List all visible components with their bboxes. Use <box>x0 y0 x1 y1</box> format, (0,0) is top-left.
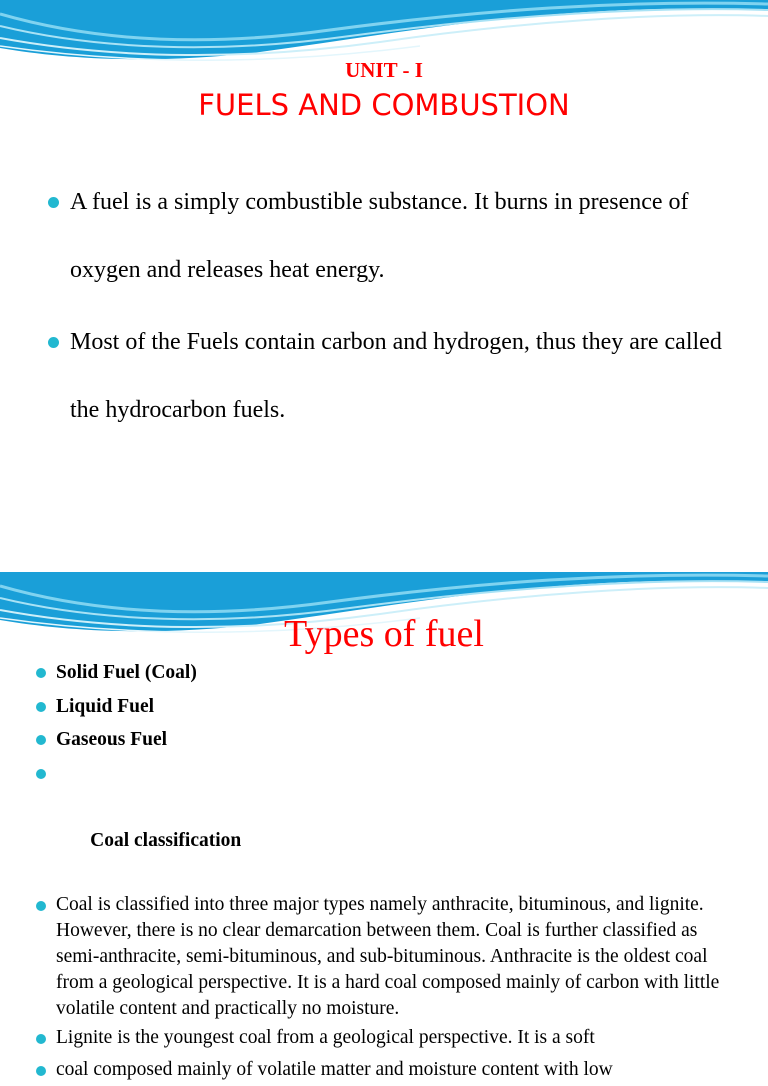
bullet-dot-icon <box>36 702 46 712</box>
bullet-text: Coal is classified into three major types namely anthracite, bituminous, and lignite. However, there is no clear demarcation between them. Coal is further classified as semi-anthracite, semi-bituminous, and sub-bituminous. Anthracite is the oldest coal from a geological perspective. It is a hard coal composed mainly of carbon with little volatile content and practically no moisture. <box>56 893 720 1019</box>
slide-2 <box>0 572 768 1080</box>
bullet-dot-icon <box>36 769 46 779</box>
bullet-dot-icon <box>36 1034 46 1044</box>
bullet-dot-icon <box>48 197 59 208</box>
bullet-text: Most of the Fuels contain carbon and hydrogen, thus they are called the hydrocarbon fuels. <box>70 329 722 423</box>
list-item <box>46 308 746 444</box>
bullet-dot-icon <box>48 337 59 348</box>
list-item <box>34 892 734 1022</box>
slide-title: FUELS AND COMBUSTION <box>198 88 570 122</box>
bullet-text: coal composed mainly of volatile matter and moisture content with low <box>56 1058 613 1080</box>
bullet-list <box>46 168 746 448</box>
bullet-list <box>34 656 734 1086</box>
list-item <box>34 690 734 724</box>
bullet-text: A fuel is a simply combustible substance. It burns in presence of oxygen and releases heat energy. <box>70 189 689 283</box>
list-item <box>46 168 746 304</box>
bullet-dot-icon <box>36 1066 46 1076</box>
slide-title: Types of fuel <box>284 613 484 655</box>
unit-heading: UNIT - I <box>345 58 423 82</box>
list-item <box>34 757 734 891</box>
list-item <box>34 1022 734 1054</box>
bullet-text: Gaseous Fuel <box>56 729 168 750</box>
bullet-dot-icon <box>36 668 46 678</box>
list-item <box>34 723 734 757</box>
bullet-text: Lignite is the youngest coal from a geological perspective. It is a soft <box>56 1026 595 1048</box>
bullet-dot-icon <box>36 735 46 745</box>
list-item <box>34 1054 734 1086</box>
list-item <box>34 656 734 690</box>
bullet-text: Solid Fuel (Coal) <box>56 662 197 683</box>
bullet-text: Liquid Fuel <box>56 695 155 717</box>
bullet-text: Coal classification <box>85 829 242 851</box>
bullet-dot-icon <box>36 901 46 911</box>
